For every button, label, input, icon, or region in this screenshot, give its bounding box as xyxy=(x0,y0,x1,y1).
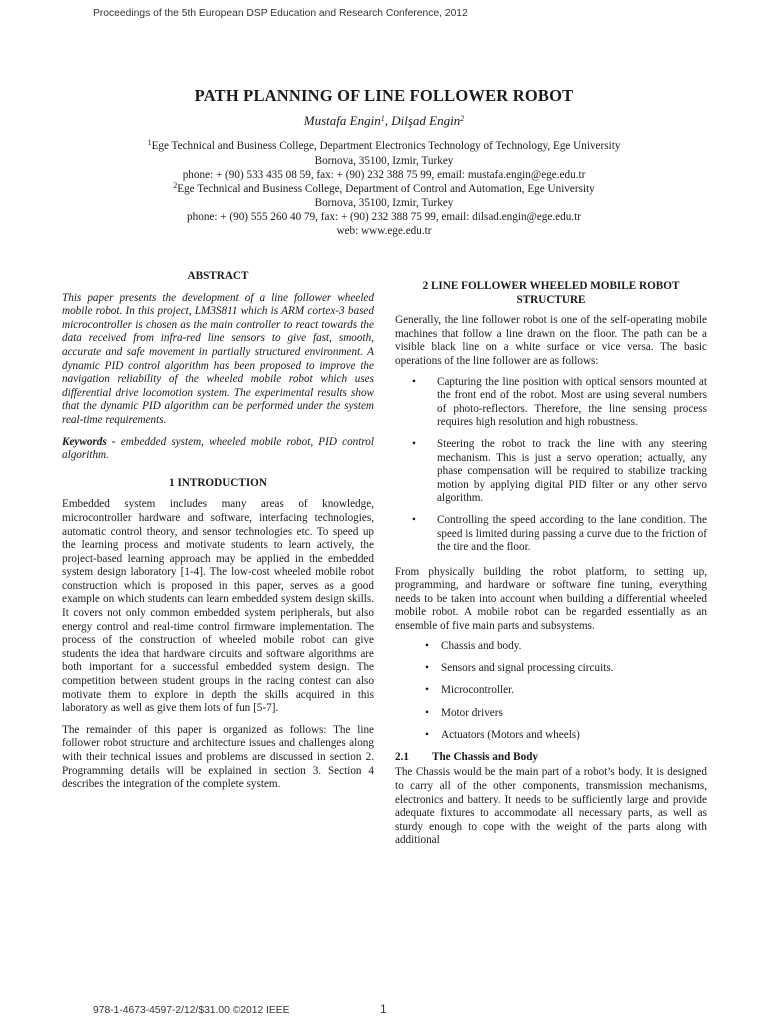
bullet-icon: • xyxy=(425,662,429,675)
affiliation-2-contact: phone: + (90) 555 260 40 79, fax: + (90) 232 388 75 99, email: dilsad.engin@ege.edu.tr xyxy=(187,211,581,223)
keywords-text: embedded system, wheeled mobile robot, PID control algorithm. xyxy=(62,435,375,462)
section-2-1-paragraph: The Chassis would be the main part of a robot’s body. It is designed to carry all of the other components, transmission mechanisms, electronics and battery. It needs to be sufficiently large and provide adequate fixtures to accommodate all necessary parts, as well as sturdy enough to cope with the weight of the parts along with additional xyxy=(395,766,707,847)
bullet-icon: • xyxy=(412,513,416,526)
operation-text: Steering the robot to track the line with any steering mechanism. This is just a servo operation; actually, any phase compensation will be required to stabilize tracking motion by applying digital PID filter or any other servo algorithm. xyxy=(437,437,707,505)
affiliation-2-line-2: Bornova, 35100, Izmir, Turkey xyxy=(314,197,454,209)
part-item xyxy=(395,684,707,698)
affiliation-2-text: Ege Technical and Business College, Department of Control and Automation, Ege University xyxy=(177,183,595,195)
keywords xyxy=(62,436,374,463)
keywords-label: Keywords - xyxy=(62,435,116,448)
introduction-heading: 1 INTRODUCTION xyxy=(169,476,267,489)
part-text: Sensors and signal processing circuits. xyxy=(441,662,614,675)
bullet-icon: • xyxy=(425,706,429,719)
section-2-heading-line-2: STRUCTURE xyxy=(516,293,586,306)
affiliation-1-line-2: Bornova, 35100, Izmir, Turkey xyxy=(314,155,454,167)
operation-text: Capturing the line position with optical sensors mounted at the front end of the robot. Most are using several numbers of photo-reflectors. Therefore, the line sensing process requires high resolution and high robustness. xyxy=(437,375,707,429)
part-text: Chassis and body. xyxy=(441,639,522,652)
operation-text: Controlling the speed according to the lane condition. The speed is limited during passing a curve due to the friction of the tire and the floor. xyxy=(437,513,707,554)
part-text: Motor drivers xyxy=(441,706,503,719)
introduction-paragraph-1: Embedded system includes many areas of knowledge, microcontroller hardware and software, interfacing technologies, automatic control theory, and sensor technologies etc. To speed up the learning process and motivate students to learn actively, the project-based learning approach may be applied in the embedded system design laboratory [1-4]. The low-cost wheeled mobile robot construction which is proposed in this paper, serves as a good example on which students can learn embedded system design skills. It covers not only common embedded system peripherals, but also energy control and real-time control firmware implementation. The process of the construction of wheeled mobile robot can give students the idea that hardware circuits and software algorithms are both important for a successful embedded system design. The competition between student groups in the racing contest can also motivate them to explore in depth the skills acquired in this laboratory as well as give them lots of fun [5-7]. xyxy=(62,498,374,715)
bullet-icon: • xyxy=(412,375,416,388)
part-item xyxy=(395,662,707,676)
affiliation-1-text: Ege Technical and Business College, Department Electronics Technology of Technology, Ege University xyxy=(151,140,621,152)
section-2-paragraph-1: Generally, the line follower robot is one of the self-operating mobile machines that follow a line drawn on the floor. The path can be a visible black line on a white surface or vice versa. The basic operations of the line follower are as follows: xyxy=(395,314,707,367)
section-2-paragraph-2: From physically building the robot platform, to setting up, programming, and hardware or software fine tuning, everything needs to be taken into account when building a differential wheeled mobile robot. A mobile robot can be regarded essentially as an ensemble of five main parts and subsystems. xyxy=(395,565,707,633)
affiliation-1-line-1 xyxy=(0,139,768,153)
affiliation-1-contact: phone: + (90) 533 435 08 59, fax: + (90) 232 388 75 99, email: mustafa.engin@ege.edu.tr xyxy=(182,169,586,181)
operations-list xyxy=(395,376,707,555)
left-column xyxy=(62,270,374,792)
bullet-icon: • xyxy=(412,437,416,450)
authors: Mustafa Engin$^1$, Dilşad Engin$^2$ xyxy=(303,113,465,128)
abstract-text: This paper presents the development of a line follower wheeled mobile robot. In this project, LM3S811 which is ARM cortex-3 based microcontroller is chosen as the main controller to react towards the data received from infra-red line sensors to give fast, smooth, accurate and safe movement in partially structured environment. A dynamic PID control algorithm has been proposed to improve the navigation reliability of the wheeled mobile robot which uses differential drive locomotion system. The experimental results show that the dynamic PID algorithm can be performed under the system real-time requirements. xyxy=(62,291,374,426)
affiliation-1-sup: 1 xyxy=(147,138,152,147)
operation-item xyxy=(395,438,707,506)
section-2-heading-line-1: 2 LINE FOLLOWER WHEELED MOBILE ROBOT xyxy=(422,280,680,292)
author-1: Mustafa Engin xyxy=(303,113,381,128)
operation-item xyxy=(395,376,707,430)
affiliation-2-sup: 2 xyxy=(173,181,178,190)
running-head: Proceedings of the 5th European DSP Education and Research Conference, 2012 xyxy=(93,8,468,19)
bullet-icon: • xyxy=(425,729,429,742)
bullet-icon: • xyxy=(425,684,429,697)
author-2-sup: 2 xyxy=(460,114,465,123)
parts-list xyxy=(395,640,707,743)
bullet-icon: • xyxy=(425,639,429,652)
part-text: Microcontroller. xyxy=(441,684,515,697)
footer-isbn: 978-1-4673-4597-2/12/$31.00 ©2012 IEEE xyxy=(93,1005,290,1016)
author-2: Dilşad Engin xyxy=(391,113,461,128)
part-item xyxy=(395,640,707,654)
abstract-heading: ABSTRACT xyxy=(187,270,249,282)
author-1-sup: 1 xyxy=(380,114,385,123)
right-column xyxy=(395,280,707,848)
subsection-2-1-heading xyxy=(395,751,707,765)
affiliation-2-line-1 xyxy=(0,182,768,196)
subsection-number: 2.1 xyxy=(395,750,409,763)
subsection-title: The Chassis and Body xyxy=(432,750,539,763)
affiliation-web: web: www.ege.edu.tr xyxy=(336,225,432,237)
introduction-paragraph-2: The remainder of this paper is organized as follows: The line follower robot structure and architecture issues and challenges along with their technical issues and problems are discussed in section 2. Programming details will be explained in section 3. Section 4 describes the integration of the complete system. xyxy=(62,723,374,791)
operation-item xyxy=(395,514,707,555)
part-text: Actuators (Motors and wheels) xyxy=(441,729,580,742)
paper-title: PATH PLANNING OF LINE FOLLOWER ROBOT xyxy=(194,86,574,105)
page-number: 1 xyxy=(380,1002,387,1016)
part-item xyxy=(395,707,707,721)
part-item xyxy=(395,729,707,743)
